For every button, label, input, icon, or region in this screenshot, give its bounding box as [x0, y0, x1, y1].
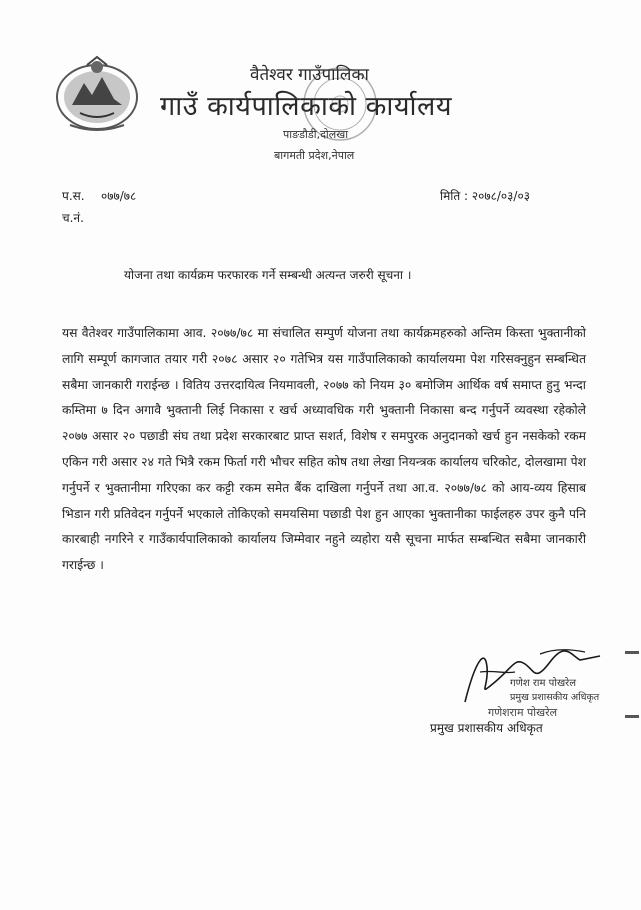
- reference-label: प.स.: [62, 189, 85, 203]
- scan-edge-mark: [625, 715, 639, 718]
- dispatch-number-label: च.नं.: [62, 211, 84, 225]
- address-line-2: बागमती प्रदेश,नेपाल: [274, 149, 355, 162]
- date: [440, 187, 530, 204]
- date-value: २०७८/०३/०३: [471, 189, 530, 203]
- signatory-title: प्रमुख प्रशासकीय अधिकृत: [430, 721, 543, 735]
- scan-edge-mark: [625, 651, 639, 654]
- office-name: गाउँ कार्यपालिकाको कार्यालय: [160, 91, 452, 122]
- reference-number: ०७७/७८: [101, 189, 137, 203]
- signatory-name: गणेशराम पोखरेल: [488, 706, 558, 719]
- signature-stamp-title: प्रमुख प्रशासकीय अधिकृत: [510, 692, 600, 703]
- signature-stamp-name: गणेश राम पोखरेल: [510, 678, 576, 689]
- nepal-emblem-icon: [52, 55, 142, 133]
- notice-subject: योजना तथा कार्यक्रम फरफारक गर्ने सम्बन्धी अत्यन्त जरुरी सूचना ।: [124, 268, 412, 282]
- notice-body: यस वैतेश्वर गाउँपालिकामा आव. २०७७/७८ मा संचालित सम्पुर्ण योजना तथा कार्यक्रमहरुको अन्तिम किस्ता भुक्तानीको लागि सम्पूर्ण कागजात तयार गरी २०७८ असार २० गतेभित्र यस गाउँपालिकाको कार्यालयमा पेश गरिसक्नुहुन सम्बन्धित सबैमा जानकारी गराईन्छ । वितिय उत्तरदायित्व नियमावली, २०७७ को नियम ३० बमोजिम आर्थिक वर्ष समाप्त हुनु भन्दा कम्तिमा ७ दिन अगावै भुक्तानी लिई निकासा र खर्च अध्यावधिक गरी भुक्तानी निकासा बन्द गर्नुपर्ने व्यवस्था रहेकोले २०७७ असार २० पछाडी संघ तथा प्रदेश सरकारबाट प्राप्त सशर्त, विशेष र समपुरक अनुदानको खर्च हुन नसकेको रकम एकिन गरी असार २४ गते भित्रै रकम फिर्ता गरी भौचर सहित कोष तथा लेखा नियन्त्रक कार्यालय चरिकोट, दोलखामा पेश गर्नुपर्ने र भुक्तानीमा गरिएका कर कट्टी रकम समेत बैंक दाखिला गर्नुपर्ने तथा आ.व. २०७७/७८ को आय-व्यय हिसाब भिडान गरी प्रतिवेदन गर्नुपर्ने भएकाले तोकिएको समयसिमा पछाडी पेश हुन आएका भुक्तानीका फाईलहरु उपर कुनै पनि कारबाही नगरिने र गाउँकार्यपालिकाको कार्यालय जिम्मेवार नहुने व्यहोरा यसै सूचना मार्फत सम्बन्धित सबैमा जानकारी गराईन्छ ।: [62, 326, 587, 573]
- organization-name: वैतेश्वर गाउँपालिका: [250, 65, 369, 85]
- date-label: मिति :: [440, 189, 469, 203]
- address-line-1: पाङडौडी,दोलखा: [283, 128, 349, 141]
